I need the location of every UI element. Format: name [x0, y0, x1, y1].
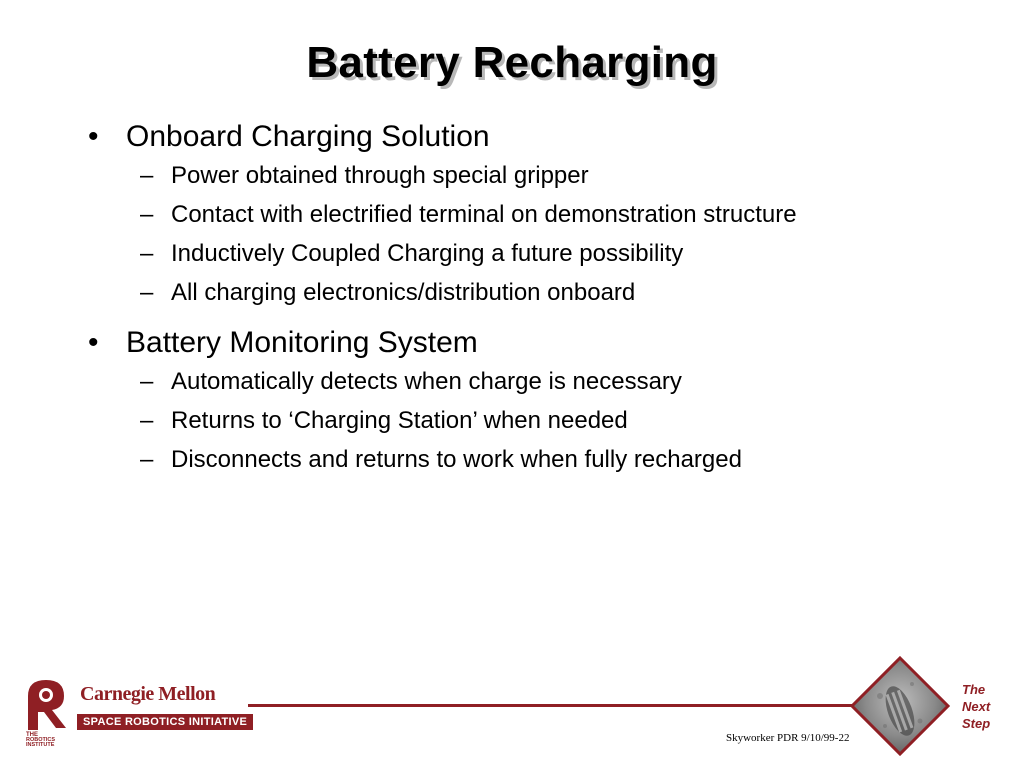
sub-bullet-text: All charging electronics/distribution onboard [171, 279, 636, 306]
slide-reference: Skyworker PDR 9/10/99-22 [726, 732, 850, 744]
sub-bullet-item [88, 440, 988, 479]
sub-bullet-item [88, 362, 988, 401]
dash-marker: – [140, 240, 154, 267]
bullet-text: Onboard Charging Solution [126, 120, 490, 153]
the-next-step-tagline [962, 681, 990, 732]
dash-marker: – [140, 446, 154, 473]
sub-bullet-text: Returns to ‘Charging Station’ when needed [171, 407, 628, 434]
sub-bullet-text: Disconnects and returns to work when fully recharged [171, 446, 742, 473]
svg-text:THE: THE [26, 732, 38, 738]
sub-bullet-item [88, 273, 988, 312]
sub-bullet-item [88, 401, 988, 440]
sub-bullet-item [88, 234, 988, 273]
bullet-item [88, 324, 988, 362]
bullet-list [88, 118, 988, 479]
bullet-dot: • [88, 120, 99, 153]
bullet-dot: • [88, 326, 99, 359]
tagline-line: Next [962, 699, 991, 714]
footprint-diamond-image [850, 656, 950, 756]
dash-marker: – [140, 162, 154, 189]
dash-marker: – [140, 407, 154, 434]
sub-bullet-text: Automatically detects when charge is necessary [171, 368, 682, 395]
sub-bullet-item [88, 195, 988, 234]
dash-marker: – [140, 201, 154, 228]
sub-bullet-text: Power obtained through special gripper [171, 162, 589, 189]
footer-divider [248, 704, 858, 707]
bullet-text: Battery Monitoring System [126, 326, 478, 359]
sub-bullet-item [88, 156, 988, 195]
carnegie-mellon-wordmark: Carnegie Mellon [80, 683, 216, 705]
slide-title: Battery Recharging [306, 38, 718, 87]
tagline-line: Step [962, 716, 991, 731]
svg-text:ROBOTICS: ROBOTICS [26, 737, 56, 743]
svg-text:INSTITUTE: INSTITUTE [26, 742, 55, 746]
dash-marker: – [140, 368, 154, 395]
space-robotics-initiative-label: SPACE ROBOTICS INITIATIVE [77, 714, 253, 730]
tagline-line: The [962, 682, 986, 697]
sub-bullet-text: Contact with electrified terminal on demonstration structure [171, 201, 797, 228]
bullet-item [88, 118, 988, 156]
sub-bullet-text: Inductively Coupled Charging a future possibility [171, 240, 684, 267]
robotics-institute-logo [24, 676, 72, 746]
dash-marker: – [140, 279, 154, 306]
